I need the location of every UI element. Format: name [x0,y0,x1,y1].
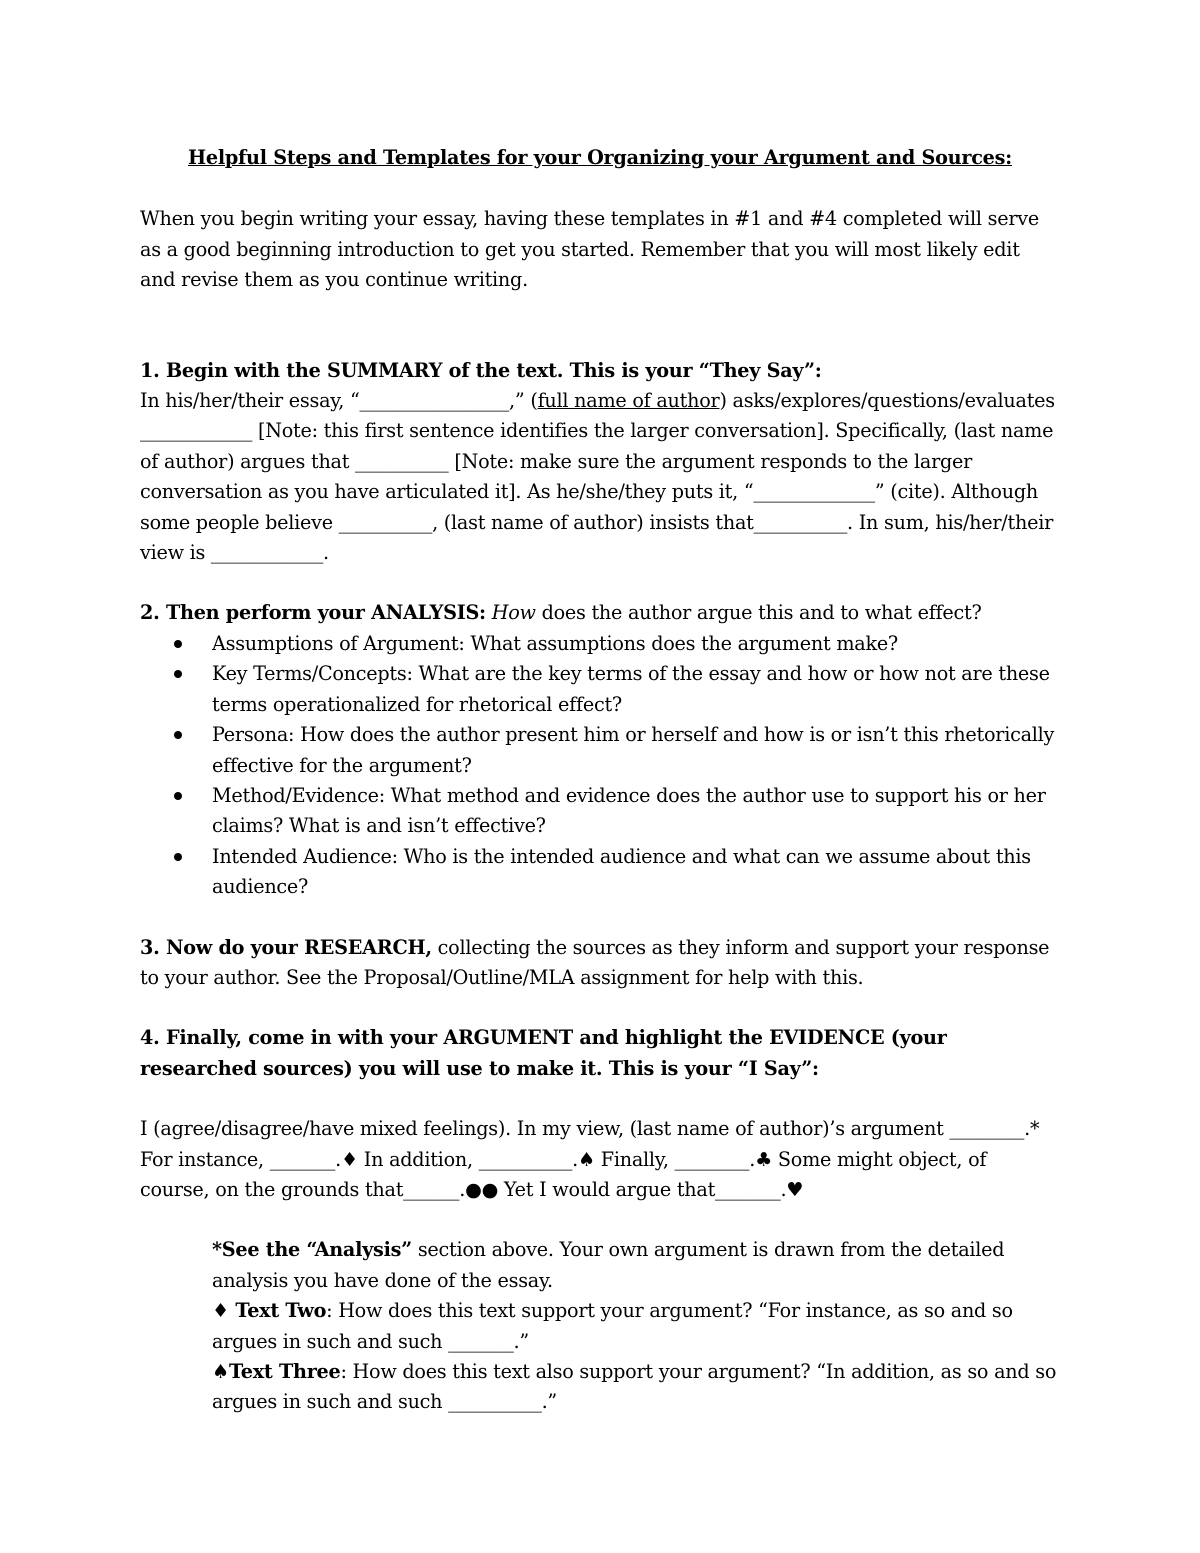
argument-notes [140,1235,1060,1417]
section-analysis [140,598,1060,902]
note-text: : How does this text support your argument? “For instance, as so and so argues in such and such _______.” [212,1299,1013,1353]
section1-text-a: In his/her/their essay, “________________,” ( [140,389,538,413]
list-item [212,659,1060,720]
bullet-text: Persona: How does the author present him or herself and how is or isn’t this rhetorically effective for the argument? [212,723,1055,777]
document-page [140,143,1060,1418]
section3-paragraph [140,933,1060,994]
document-title: Helpful Steps and Templates for your Organizing your Argument and Sources: [188,146,1012,169]
intro-paragraph: When you begin writing your essay, having these templates in #1 and #4 completed will serve as a good beginning introduction to get you started. Remember that you will most likely edit and revise them as you continue writing. [140,207,1039,292]
section-research [140,933,1060,994]
section1-text-b: ) asks/explores/questions/evaluates ____________ [Note: this first sentence identifies the larger conversation]. Specifically, (last name of author) argues that __________ [Note: make sure the argument responds to the larger conversation as you have articulated it]. As he/she/they puts it, “_____________” (cite). Although some people believe __________, (last name of author) insists that__________. In sum, his/her/their view is ____________. [140,389,1055,565]
section1-template [140,386,1060,568]
bullet-text: Method/Evidence: What method and evidence does the author use to support his or her claims? What is and isn’t effective? [212,783,1046,838]
section4-heading: 4. Finally, come in with your ARGUMENT and highlight the EVIDENCE (your researched sources) you will use to make it. This is your “I Say”: [140,1026,947,1080]
section3-text: collecting the sources as they inform and support your response to your author. See the Proposal/Outline/MLA assignment for help with this. [140,935,1050,989]
section1-author-underlined: full name of author [537,389,720,413]
section2-heading [140,598,1060,628]
note-label: ♦ Text Two [212,1299,327,1323]
section-argument [140,1023,1060,1417]
note-item [212,1357,1060,1418]
section2-heading-italic: How [491,601,536,625]
list-item [212,842,1060,903]
bullet-text: Intended Audience: Who is the intended audience and what can we assume about this audience? [212,844,1031,899]
analysis-bullet-list [140,629,1060,903]
list-item [212,720,1060,781]
section3-heading: 3. Now do your RESEARCH, [140,935,432,959]
bullet-text: Assumptions of Argument: What assumptions does the argument make? [212,631,898,655]
bullet-icon [174,670,182,678]
note-label: ♠Text Three [212,1360,341,1383]
note-item [212,1296,1060,1357]
list-item [212,629,1060,659]
note-label: *See the “Analysis” [212,1238,412,1262]
section2-heading-bold: 2. Then perform your ANALYSIS: [140,601,486,625]
note-item [212,1235,1060,1296]
bullet-icon [174,853,182,861]
note-text: : How does this text also support your argument? “In addition, as so and so argues in such and such __________.” [212,1360,1057,1414]
note-text: section above. Your own argument is drawn from the detailed analysis you have done of the essay. [212,1238,1005,1292]
section4-template: I (agree/disagree/have mixed feelings). In my view, (last name of author)’s argument ________.* For instance, _______.♦ In addition, __________.♠ Finally, ________.♣ Some might object, of course, on the grounds that______.●● Yet I would argue that_______.♥ [140,1117,1040,1201]
section1-heading: 1. Begin with the SUMMARY of the text. This is your “They Say”: [140,358,822,382]
bullet-icon [174,792,182,800]
list-item [212,781,1060,842]
bullet-text: Key Terms/Concepts: What are the key terms of the essay and how or how not are these terms operationalized for rhetorical effect? [212,662,1050,716]
section2-heading-rest: does the author argue this and to what effect? [535,601,982,625]
bullet-icon [174,640,182,648]
bullet-icon [174,731,182,739]
section-summary [140,356,1060,569]
